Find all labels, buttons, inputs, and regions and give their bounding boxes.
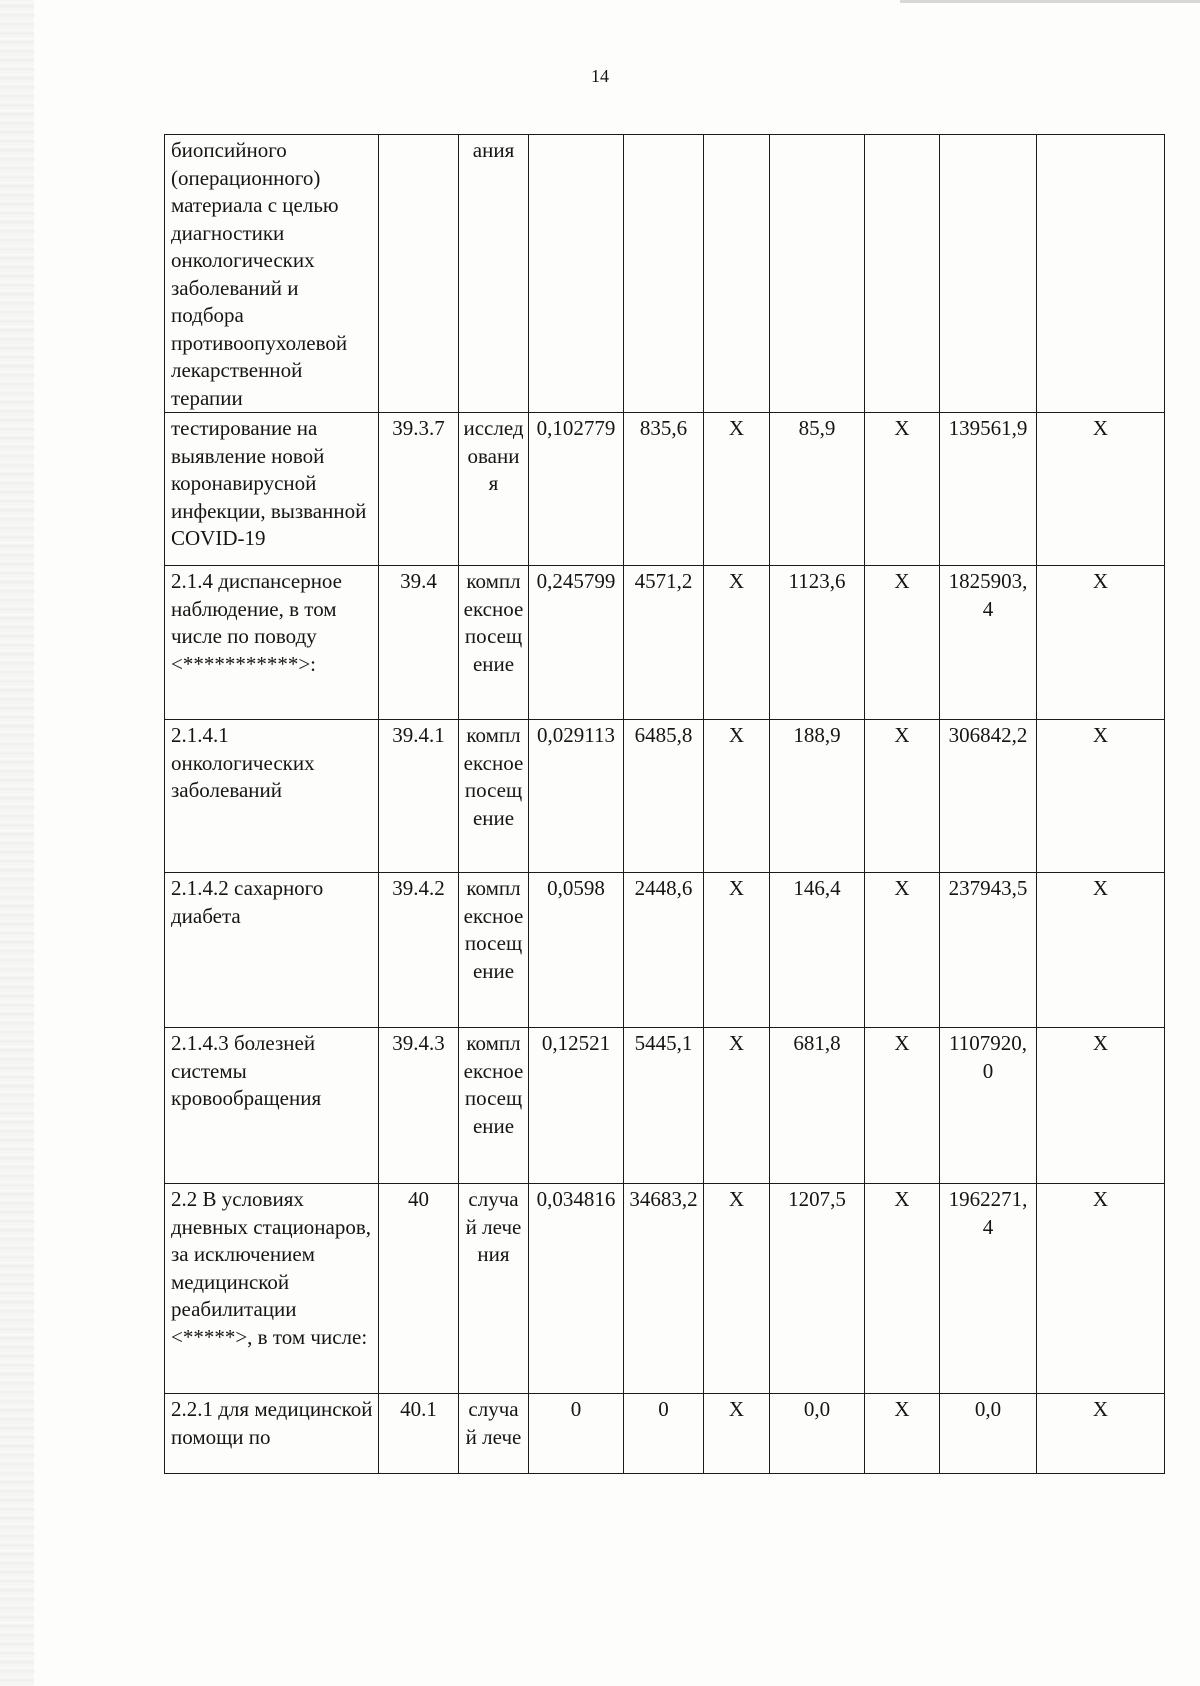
row-name-cell: тестирование на выявление новой коронавирусной инфекции, вызванной COVID-19 [165,413,379,566]
row-col7-cell: 85,9 [770,413,865,566]
table-row [165,720,1165,873]
row-name-cell: 2.1.4.2 сахарного диабета [165,873,379,1028]
row-col7-cell: 146,4 [770,873,865,1028]
row-unit-cell: ания [459,135,529,413]
row-col7-cell [770,135,865,413]
page-number: 14 [591,66,609,86]
row-code-cell: 39.4.1 [379,720,459,873]
row-name-cell: 2.2 В условиях дневных стационаров, за исключением медицинской реабилитации <*****>, в том числе: [165,1184,379,1394]
row-col6-cell: Х [704,1394,770,1474]
row-col6-cell: Х [704,873,770,1028]
row-col7-cell: 1207,5 [770,1184,865,1394]
row-col9-cell [940,135,1037,413]
row-code-cell: 39.4.3 [379,1028,459,1184]
row-cost-cell [624,135,704,413]
row-unit-cell: комплексное посещение [459,720,529,873]
row-unit-cell: случай лече [459,1394,529,1474]
row-col6-cell: Х [704,1184,770,1394]
row-cost-cell: 0 [624,1394,704,1474]
row-norm-cell: 0,0598 [529,873,624,1028]
row-col9-cell: 1962271,4 [940,1184,1037,1394]
row-col10-cell [1037,135,1165,413]
row-col8-cell: Х [865,873,940,1028]
row-col6-cell: Х [704,413,770,566]
row-code-cell: 39.4.2 [379,873,459,1028]
row-name-cell: 2.1.4 диспансерное наблюдение, в том числе по поводу <***********>: [165,566,379,720]
row-col8-cell: Х [865,720,940,873]
row-col9-cell: 306842,2 [940,720,1037,873]
row-name-cell: 2.1.4.3 болезней системы кровообращения [165,1028,379,1184]
row-col9-cell: 237943,5 [940,873,1037,1028]
row-cost-cell: 34683,2 [624,1184,704,1394]
row-norm-cell: 0,12521 [529,1028,624,1184]
row-norm-cell: 0,245799 [529,566,624,720]
row-code-cell [379,135,459,413]
table-row [165,566,1165,720]
row-col10-cell: Х [1037,1394,1165,1474]
row-norm-cell [529,135,624,413]
row-name-cell: биопсийного (операционного) материала с целью диагностики онкологических заболеваний и подбора противоопухолевой лекарственной терапии [165,135,379,413]
row-col10-cell: Х [1037,1184,1165,1394]
row-col10-cell: Х [1037,1028,1165,1184]
row-col7-cell: 0,0 [770,1394,865,1474]
table-row [165,1394,1165,1474]
row-cost-cell: 5445,1 [624,1028,704,1184]
row-name-cell: 2.1.4.1 онкологических заболеваний [165,720,379,873]
budget-table [164,134,1165,1474]
row-cost-cell: 835,6 [624,413,704,566]
table-row [165,413,1165,566]
row-col8-cell [865,135,940,413]
row-code-cell: 40.1 [379,1394,459,1474]
row-col9-cell: 139561,9 [940,413,1037,566]
row-col8-cell: Х [865,413,940,566]
row-col9-cell: 1107920,0 [940,1028,1037,1184]
row-unit-cell: комплексное посещение [459,1028,529,1184]
row-col9-cell: 1825903,4 [940,566,1037,720]
row-col10-cell: Х [1037,413,1165,566]
table-row [165,1028,1165,1184]
row-col6-cell: Х [704,720,770,873]
row-unit-cell: исследования [459,413,529,566]
row-col10-cell: Х [1037,873,1165,1028]
row-norm-cell: 0,034816 [529,1184,624,1394]
row-code-cell: 39.3.7 [379,413,459,566]
row-col7-cell: 1123,6 [770,566,865,720]
row-col8-cell: Х [865,1394,940,1474]
row-unit-cell: комплексное посещение [459,873,529,1028]
row-code-cell: 40 [379,1184,459,1394]
row-name-cell: 2.2.1 для медицинской помощи по [165,1394,379,1474]
row-col6-cell: Х [704,566,770,720]
row-col8-cell: Х [865,1028,940,1184]
row-norm-cell: 0 [529,1394,624,1474]
row-col8-cell: Х [865,566,940,720]
row-col6-cell [704,135,770,413]
row-cost-cell: 2448,6 [624,873,704,1028]
row-cost-cell: 6485,8 [624,720,704,873]
row-norm-cell: 0,102779 [529,413,624,566]
scan-left-edge [0,0,34,1686]
table-row [165,135,1165,413]
scan-top-edge [900,0,1200,3]
row-col7-cell: 188,9 [770,720,865,873]
row-col10-cell: Х [1037,720,1165,873]
row-cost-cell: 4571,2 [624,566,704,720]
row-code-cell: 39.4 [379,566,459,720]
row-col6-cell: Х [704,1028,770,1184]
table-row [165,873,1165,1028]
row-col8-cell: Х [865,1184,940,1394]
row-unit-cell: комплексное посещение [459,566,529,720]
table-row [165,1184,1165,1394]
row-unit-cell: случай лечения [459,1184,529,1394]
row-col10-cell: Х [1037,566,1165,720]
row-col9-cell: 0,0 [940,1394,1037,1474]
row-norm-cell: 0,029113 [529,720,624,873]
row-col7-cell: 681,8 [770,1028,865,1184]
